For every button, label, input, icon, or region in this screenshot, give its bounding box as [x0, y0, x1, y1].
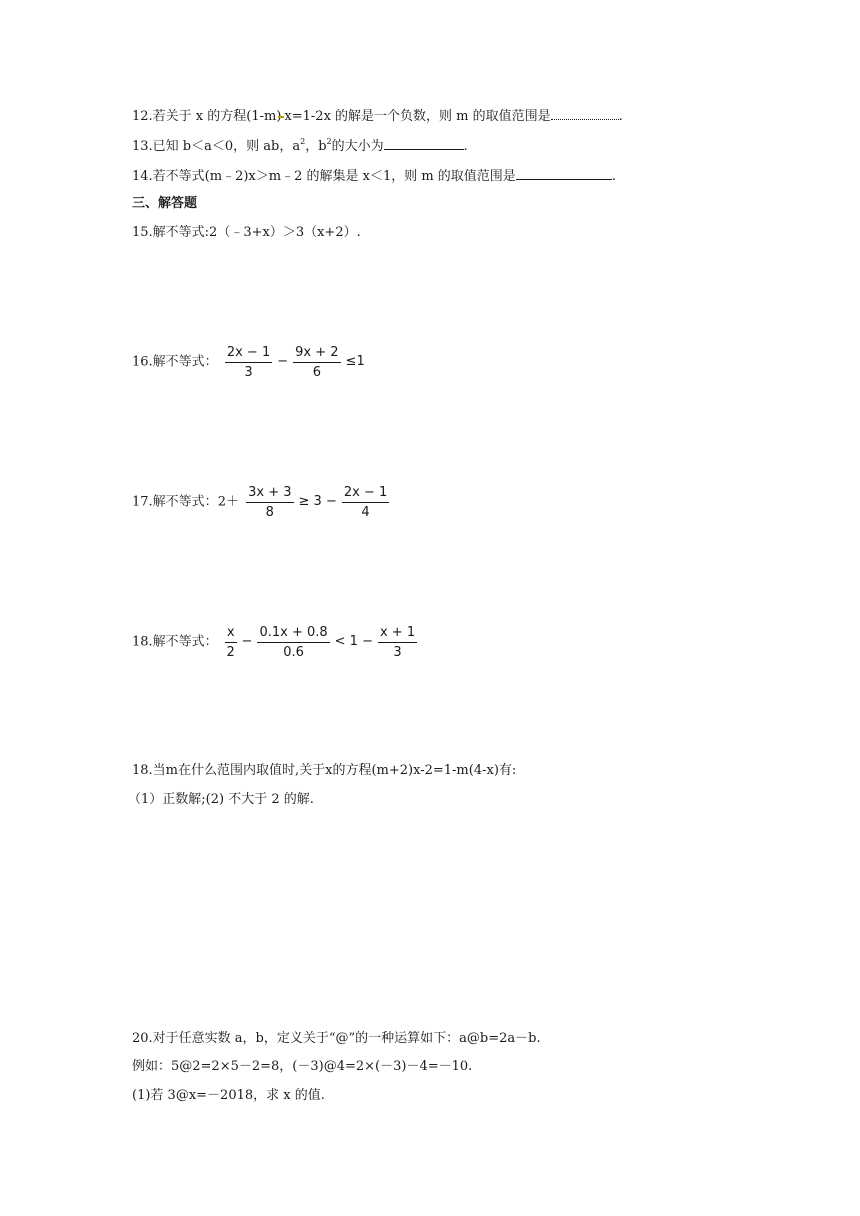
answer-blank-12: [551, 106, 619, 120]
q16-frac1-denominator: 3: [244, 364, 253, 380]
q17-frac1-denominator: 8: [265, 504, 274, 520]
q18a-frac2-denominator: 0.6: [283, 644, 304, 660]
q18a-formula: [222, 622, 420, 662]
q18a-mid: < 1 −: [334, 634, 373, 649]
q16-fraction-2: [293, 345, 340, 380]
question-17: [132, 482, 392, 523]
q12-tail: .: [618, 109, 623, 124]
q16-frac1-numerator: 2x − 1: [225, 345, 272, 363]
q16-frac2-denominator: 6: [312, 364, 321, 380]
question-12: [132, 106, 623, 126]
q16-label: 16.解不等式：: [132, 354, 218, 370]
q13-text-c: 的大小为: [331, 139, 384, 154]
question-13: [132, 136, 468, 156]
q18a-frac3-numerator: x + 1: [378, 625, 417, 643]
q13-text-a: 13.已知 b＜a＜0，则 ab，a: [132, 139, 301, 154]
q17-label: 17.解不等式：: [132, 494, 218, 510]
q17-frac2-numerator: 2x − 1: [342, 485, 389, 503]
q12-text-b: x=1-2x 的解是一个负数，则 m 的取值范围是: [284, 109, 551, 124]
q14-tail: .: [611, 169, 616, 184]
question-20-definition: 20.对于任意实数 a，b，定义关于“@”的一种运算如下：a@b=2a－b.: [132, 1031, 541, 1046]
question-20-example: 例如：5@2=2×5－2=8，(－3)@4=2×(－3)－4=－10.: [132, 1059, 473, 1074]
q14-text: 14.若不等式(m﹣2)x＞m﹣2 的解集是 x＜1，则 m 的取值范围是: [132, 169, 516, 184]
q13-sup-a: 2: [300, 137, 306, 146]
q16-minus: −: [277, 354, 289, 369]
question-16: [132, 342, 367, 383]
q17-formula: [243, 482, 392, 522]
q16-formula: [222, 342, 367, 382]
question-18-parts: （1）正数解;(2) 不大于 2 的解.: [128, 792, 314, 807]
q17-fraction-1: [246, 485, 293, 520]
q16-frac2-numerator: 9x + 2: [293, 345, 340, 363]
q17-fraction-2: [342, 485, 389, 520]
q18a-fraction-2: [257, 625, 329, 660]
question-20-part-1: (1)若 3@x=－2018，求 x 的值.: [132, 1088, 325, 1103]
q18a-fraction-1: [225, 625, 237, 660]
question-18-equation: 18.当m在什么范围内取值时,关于x的方程(m+2)x-2=1-m(4-x)有:: [132, 763, 517, 778]
q17-lead: 2＋: [217, 494, 239, 510]
q18a-frac3-denominator: 3: [393, 644, 402, 660]
answer-blank-13: [384, 136, 464, 150]
q18a-frac1-denominator: 2: [226, 644, 235, 660]
q17-mid: ≥ 3 −: [298, 494, 337, 509]
q18a-fraction-3: [378, 625, 417, 660]
q17-frac2-denominator: 4: [361, 504, 370, 520]
question-18-inequality: [132, 622, 420, 663]
q18a-minus: −: [241, 634, 253, 649]
q18a-frac2-numerator: 0.1x + 0.8: [257, 625, 329, 643]
q18a-frac1-numerator: x: [225, 625, 237, 643]
q13-sup-b: 2: [326, 137, 332, 146]
q17-frac1-numerator: 3x + 3: [246, 485, 293, 503]
q13-text-b: ，b: [305, 139, 327, 154]
question-15: 15.解不等式:2（﹣3+x）＞3（x+2）.: [132, 225, 361, 240]
question-14: [132, 166, 616, 186]
answer-blank-14: [516, 166, 612, 180]
q18a-label: 18.解不等式：: [132, 634, 218, 650]
q12-text-a: 12.若关于 x 的方程(1-m): [132, 109, 282, 124]
q13-tail: .: [463, 139, 468, 154]
q16-fraction-1: [225, 345, 272, 380]
section-heading: 三、解答题: [132, 196, 198, 211]
q16-rhs: ≤1: [345, 354, 365, 369]
